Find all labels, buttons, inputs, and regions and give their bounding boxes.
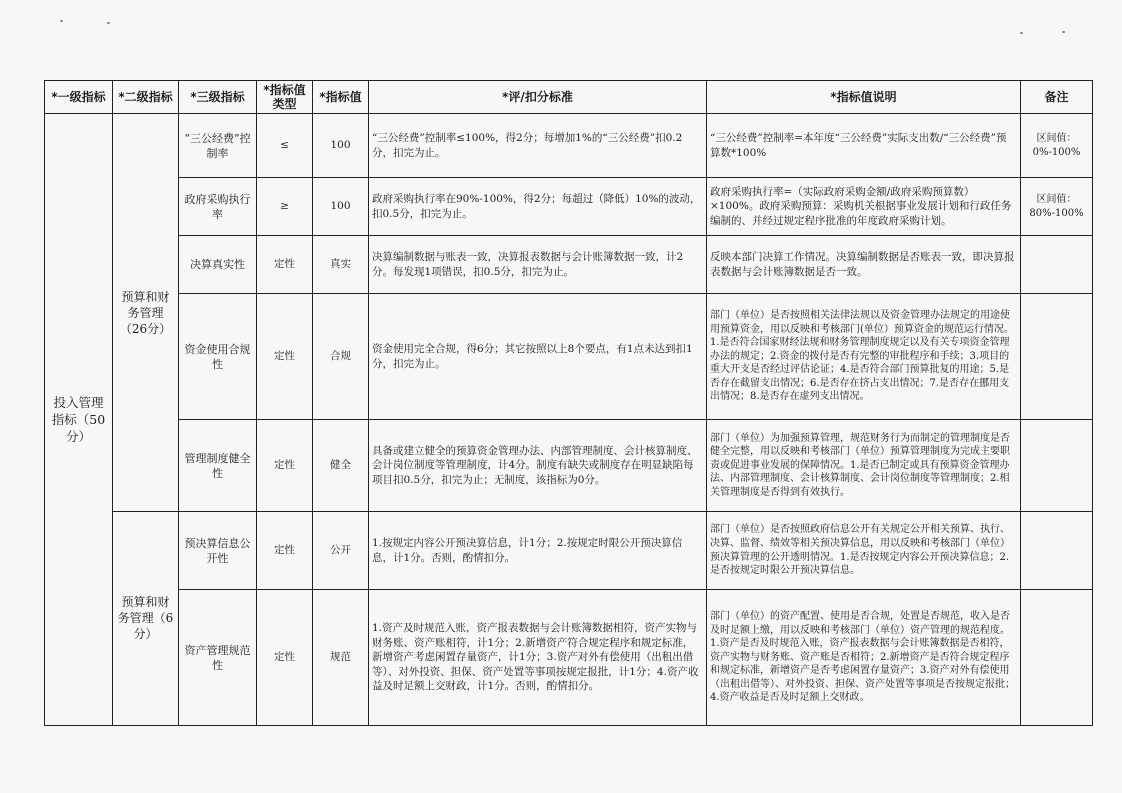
scan-speck <box>60 20 63 22</box>
criteria-cell: 决算编制数据与账表一致，决算报表数据与会计账簿数据一致，计2分。每发现1项错误，扣0.5分，扣完为止。 <box>369 236 707 294</box>
remark-cell: 区间值：80%-100% <box>1021 178 1093 236</box>
value-cell: 规范 <box>313 590 369 726</box>
criteria-cell: 具备或建立健全的预算资金管理办法、内部管理制度、会计核算制度、会计岗位制度等管理制度，计4分。制度有缺失或制度存在明显缺陷每项目扣0.5分，扣完为止；无制度，该指标为0分。 <box>369 420 707 512</box>
value-cell: 合规 <box>313 294 369 420</box>
remark-cell <box>1021 420 1093 512</box>
description-cell: 部门（单位）是否按照政府信息公开有关规定公开相关预算、执行、决算、监督、绩效等相关预决算信息，用以反映和考核部门（单位）预决算管理的公开透明情况。1.是否按规定内容公开预决算信息；2.是否按规定时限公开预决算信息。 <box>707 512 1021 590</box>
level3-cell: 政府采购执行率 <box>179 178 257 236</box>
value-cell: 100 <box>313 114 369 178</box>
level3-cell: 决算真实性 <box>179 236 257 294</box>
header-description: *指标值说明 <box>707 81 1021 114</box>
description-cell: 部门（单位）的资产配置、使用是否合规，处置是否规范，收入是否及时足额上缴，用以反映和考核部门（单位）资产管理的规范程度。1.资产是否及时规范入账，资产报表数据与会计账簿数据是否相符，资产实物与财务账、资产账是否相符；2.新增资产是否符合规定程序和规定标准，新增资产是否考虑闲置存量资产；3.资产对外有偿使用（出租出借等）、对外投资、担保、资产处置等事项是否按规定报批；4.资产收益是否及时足额上交财政。 <box>707 590 1021 726</box>
criteria-cell: 政府采购执行率在90%-100%，得2分；每超过（降低）10%的波动，扣0.5分，扣完为止。 <box>369 178 707 236</box>
value-cell: 真实 <box>313 236 369 294</box>
remark-cell <box>1021 512 1093 590</box>
table-row <box>45 294 1093 420</box>
description-cell: 反映本部门决算工作情况。决算编制数据是否账表一致，即决算报表数据与会计账簿数据是否一致。 <box>707 236 1021 294</box>
scan-speck <box>107 22 110 24</box>
header-level3: *三级指标 <box>179 81 257 114</box>
level3-cell: 资金使用合规性 <box>179 294 257 420</box>
description-cell: “三公经费”控制率=本年度“三公经费”实际支出数/“三公经费”预算数*100% <box>707 114 1021 178</box>
level3-cell: “三公经费”控制率 <box>179 114 257 178</box>
criteria-cell: 1.按规定内容公开预决算信息，计1分；2.按规定时限公开预决算信息，计1分。否则，酌情扣分。 <box>369 512 707 590</box>
header-value-type: *指标值类型 <box>257 81 313 114</box>
header-row <box>45 81 1093 114</box>
value-type-cell: 定性 <box>257 236 313 294</box>
table-row <box>45 236 1093 294</box>
level2-cell: 预算和财务管理（6分） <box>113 512 179 726</box>
remark-cell: 区间值：0%-100% <box>1021 114 1093 178</box>
table-row <box>45 178 1093 236</box>
header-remark: 备注 <box>1021 81 1093 114</box>
value-type-cell: ≥ <box>257 178 313 236</box>
value-type-cell: ≤ <box>257 114 313 178</box>
value-type-cell: 定性 <box>257 512 313 590</box>
scan-speck <box>1062 31 1065 33</box>
header-criteria: *评/扣分标准 <box>369 81 707 114</box>
description-cell: 政府采购执行率=（实际政府采购金额/政府采购预算数）×100%。政府采购预算：采购机关根据事业发展计划和行政任务编制的、并经过规定程序批准的年度政府采购计划。 <box>707 178 1021 236</box>
level2-cell: 预算和财务管理（26分） <box>113 114 179 512</box>
criteria-cell: 资金使用完全合规，得6分；其它按照以上8个要点，有1点未达到扣1分，扣完为止。 <box>369 294 707 420</box>
level3-cell: 管理制度健全性 <box>179 420 257 512</box>
description-cell: 部门（单位）为加强预算管理，规范财务行为而制定的管理制度是否健全完整，用以反映和考核部门（单位）预算管理制度为完成主要职责或促进事业发展的保障情况。1.是否已制定或具有预算资金管理办法、内部管理制度、会计核算制度、会计岗位制度等管理制度；2.相关管理制度是否得到有效执行。 <box>707 420 1021 512</box>
value-type-cell: 定性 <box>257 590 313 726</box>
description-cell: 部门（单位）是否按照相关法律法规以及资金管理办法规定的用途使用预算资金，用以反映和考核部门(单位）预算资金的规范运行情况。1.是否符合国家财经法规和财务管理制度规定以及有关专项资金管理办法的规定；2.资金的拨付是否有完整的审批程序和手续；3.项目的重大开支是否经过评估论证；4.是否符合部门预算批复的用途；5.是否存在截留支出情况；6.是否存在挤占支出情况；7.是否存在挪用支出情况；8.是否存在虚列支出情况。 <box>707 294 1021 420</box>
scan-speck <box>1020 32 1023 34</box>
table-row <box>45 420 1093 512</box>
table-row <box>45 114 1093 178</box>
table-row <box>45 590 1093 726</box>
performance-indicator-table <box>44 80 1093 726</box>
level3-cell: 预决算信息公开性 <box>179 512 257 590</box>
level3-cell: 资产管理规范性 <box>179 590 257 726</box>
value-type-cell: 定性 <box>257 420 313 512</box>
header-value: *指标值 <box>313 81 369 114</box>
level1-cell: 投入管理指标（50分） <box>45 114 113 726</box>
header-level2: *二级指标 <box>113 81 179 114</box>
remark-cell <box>1021 294 1093 420</box>
value-cell: 100 <box>313 178 369 236</box>
criteria-cell: “三公经费”控制率≤100%，得2分；每增加1%的“三公经费”扣0.2分，扣完为止。 <box>369 114 707 178</box>
value-cell: 健全 <box>313 420 369 512</box>
value-cell: 公开 <box>313 512 369 590</box>
remark-cell <box>1021 590 1093 726</box>
remark-cell <box>1021 236 1093 294</box>
criteria-cell: 1.资产及时规范入账，资产报表数据与会计账簿数据相符，资产实物与财务账、资产账相符，计1分；2.新增资产符合规定程序和规定标准，新增资产考虑闲置存量资产，计1分；3.资产对外有偿使用（出租出借等）、对外投资、担保、资产处置等事项按规定报批，计1分；4.资产收益及时足额上交财政，计1分。否则，酌情扣分。 <box>369 590 707 726</box>
header-level1: *一级指标 <box>45 81 113 114</box>
value-type-cell: 定性 <box>257 294 313 420</box>
table-row <box>45 512 1093 590</box>
